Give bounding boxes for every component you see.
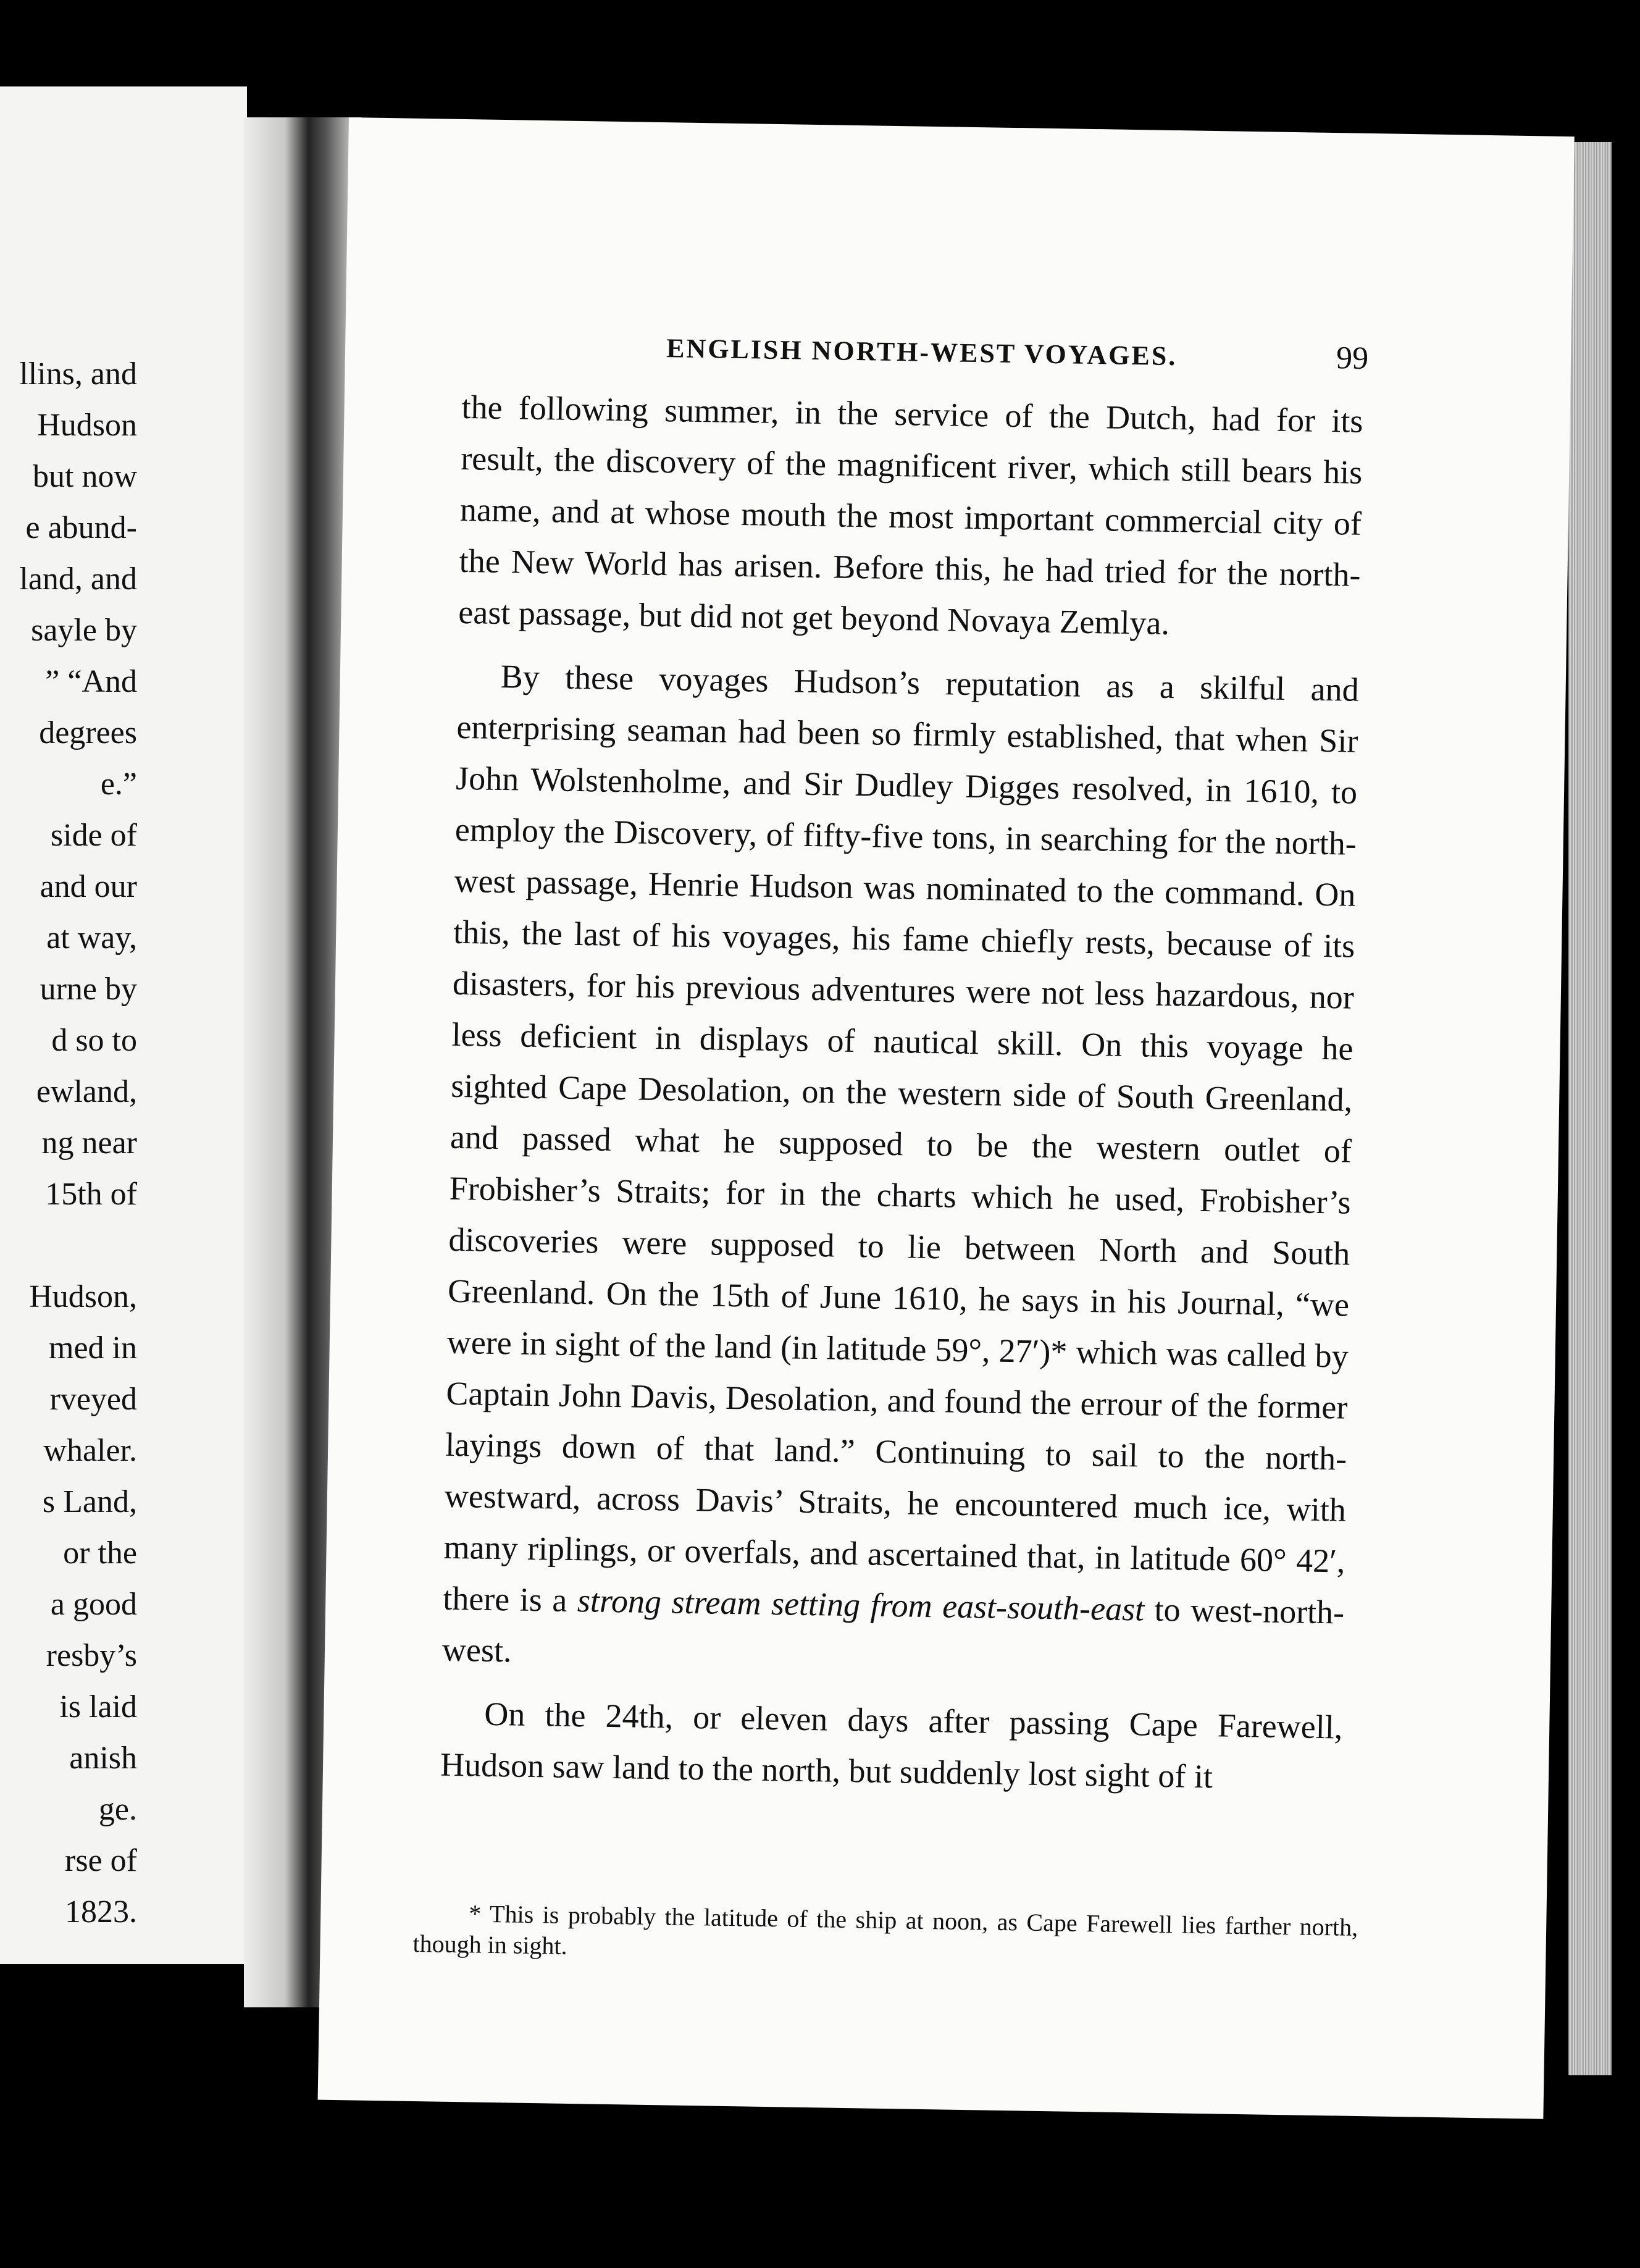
left-page-line: degrees <box>39 715 137 750</box>
running-head: ENGLISH NORTH-WEST VOYAGES. <box>666 333 1178 372</box>
paragraph-2-end: to west-north-west. <box>441 1590 1345 1670</box>
page-number: 99 <box>1336 340 1369 376</box>
page-edges <box>1568 142 1612 2075</box>
left-page-line: Hudson, <box>29 1279 137 1314</box>
left-page-line: but now <box>33 459 137 494</box>
left-page-line: llins, and <box>19 356 137 392</box>
footnote-text: * This is probably the latitude of the ship at noon, as Cape Farewell lies farther north, though in sight. <box>412 1899 1358 1960</box>
left-page-line: s Land, <box>42 1484 137 1519</box>
paragraph-3: On the 24th, or eleven days after passing Cape Farewell, Hudson saw land to the north, but suddenly lost sight of it <box>440 1695 1343 1796</box>
left-page-line: and our <box>40 869 137 904</box>
left-page-line: ewland, <box>36 1074 137 1109</box>
left-page-line: Hudson <box>37 408 137 443</box>
left-page-line: rse of <box>65 1843 137 1878</box>
left-page-line: e abund- <box>25 510 137 545</box>
paragraph-2 <box>441 650 1359 1690</box>
left-page-line: med in <box>49 1330 137 1366</box>
paragraph-1: the following summer, in the service of the Dutch, had for its result, the discovery of the magnificent river, which still bears his name, and at whose mouth the most important commercial city of the New World has arisen. Before this, he had tried for the north-east passage, but did not get beyond Novaya Zemlya. <box>458 388 1363 642</box>
left-page-line: whaler. <box>43 1433 137 1468</box>
left-page-line: is laid <box>59 1689 137 1724</box>
paragraph-2-italic: strong stream setting from east-south-east <box>577 1582 1145 1628</box>
left-page-line: at way, <box>46 920 137 956</box>
paragraph-2-text: By these voyages Hudson’s reputation as a skilful and enterprising seaman had been so firmly established, that when Sir John Wolstenholme, and Sir Dudley Digges resolved, in 1610, to employ the Discovery, of fifty-five tons, in searching for the north-west passage, Henrie Hudson was nominated to the command. On this, the last of his voyages, his fame chiefly rests, because of its disasters, for his previous adventures were not less hazardous, nor less deficient in displays of nautical skill. On this voyage he sighted Cape Desolation, on the western side of South Greenland, and passed what he supposed to be the western outlet of Frobisher’s Straits; for in the charts which he used, Frobisher’s discoveries were supposed to lie between North and South Greenland. On the 15th of June 1610, he says in his Journal, “we were in sight of the land (in latitude 59°, 27′)* which was called by Captain John Davis, Desolation, and found the errour of the former layings down of that land.” Continuing to sail to the north-westward, across Davis’ Straits, he encountered much ice, with many riplings, or overfals, and ascertained that, in latitude 60° 42′, there is a <box>442 657 1360 1619</box>
left-page-line: 15th of <box>45 1177 137 1212</box>
left-page-line: land, and <box>19 561 137 597</box>
left-page-line: anish <box>69 1741 137 1776</box>
left-page-line: rveyed <box>49 1382 137 1417</box>
left-page-line: e.” <box>100 766 137 802</box>
left-page-line: side of <box>50 818 137 853</box>
left-page-line: ng near <box>41 1125 137 1161</box>
footnote <box>412 1897 1358 1974</box>
left-page-line: or the <box>63 1535 137 1571</box>
right-page <box>318 117 1575 2119</box>
left-page-line: ” “And <box>45 664 137 699</box>
body-text <box>440 382 1363 1805</box>
left-page-line: resby’s <box>46 1638 137 1673</box>
left-page-line: d so to <box>51 1023 137 1058</box>
left-page-line: a good <box>50 1587 137 1622</box>
left-page-line: 1823. <box>65 1894 137 1930</box>
left-page-line: ge. <box>98 1792 137 1827</box>
left-page-line: sayle by <box>31 613 137 648</box>
left-page-line: urne by <box>40 972 137 1007</box>
